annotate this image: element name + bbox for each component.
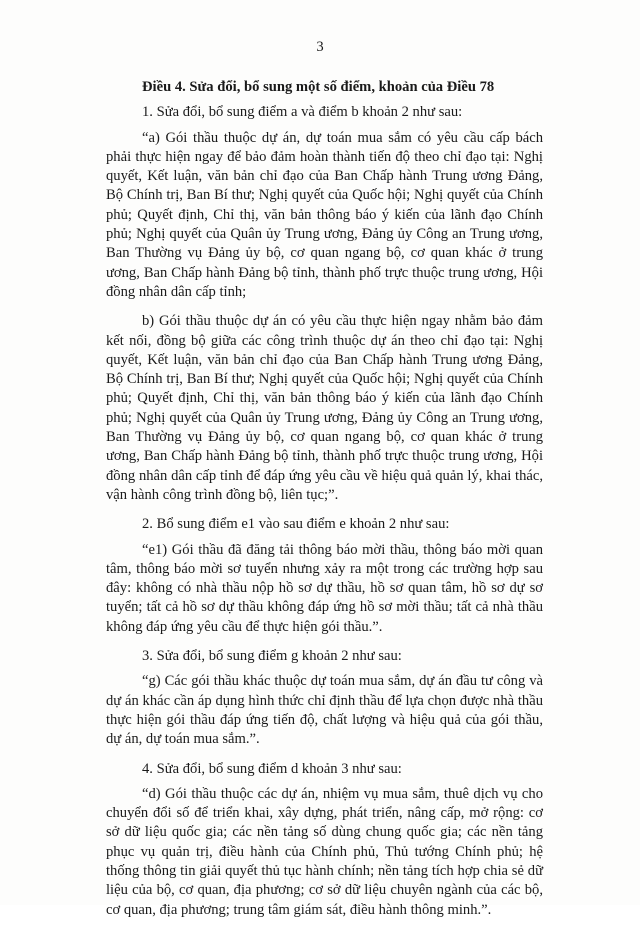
clause-4-point-d: “d) Gói thầu thuộc các dự án, nhiệm vụ mua sắm, thuê dịch vụ cho chuyển đổi số để triển khai, xây dựng, phát triển, nâng cấp, mở rộng: cơ sở dữ liệu quốc gia; các nền tảng số dùng chung quốc gia; các nền tảng phục vụ quản trị, điều hành của Chính phủ, Thủ tướng Chính phủ; hệ thống thông tin giải quyết thủ tục hành chính; nền tảng tích hợp chia sẻ dữ liệu của bộ, cơ quan, địa phương; cơ sở dữ liệu chuyên ngành của các bộ, cơ quan, địa phương; trung tâm giám sát, điều hành thông minh.”.: [106, 785, 543, 918]
clause-2-intro: 2. Bổ sung điểm e1 vào sau điểm e khoản 2 như sau:: [142, 516, 450, 533]
article-body: [106, 78, 543, 930]
clause-1-intro: 1. Sửa đổi, bổ sung điểm a và điểm b khoản 2 như sau:: [142, 104, 463, 121]
clause-1-point-b: b) Gói thầu thuộc dự án có yêu cầu thực hiện ngay nhằm bảo đảm kết nối, đồng bộ giữa các công trình thuộc dự án theo chỉ đạo tại: Nghị quyết, Kết luận, văn bản chỉ đạo của Ban Chấp hành Trung ương Đảng, Bộ Chính trị, Ban Bí thư; Nghị quyết của Quốc hội; Nghị quyết của Chính phủ; Quyết định, Chỉ thị, văn bản thông báo ý kiến của lãnh đạo Chính phủ; Nghị quyết của Quân ủy Trung ương, Đảng ủy Công an Trung ương, Ban Thường vụ Đảng ủy bộ, cơ quan ngang bộ, cơ quan khác ở trung ương, Ban Chấp hành Đảng bộ tỉnh, thành phố trực thuộc trung ương, Hội đồng nhân dân cấp tỉnh để đáp ứng yêu cầu về hiệu quả quản lý, khai thác, vận hành công trình đồng bộ, liên tục;”.: [106, 313, 543, 503]
clause-4-intro: 4. Sửa đổi, bổ sung điểm d khoản 3 như sau:: [142, 760, 402, 777]
article-heading: Điều 4. Sửa đổi, bổ sung một số điểm, khoản của Điều 78: [142, 79, 495, 95]
page-number: 3: [316, 39, 324, 55]
clause-3-point-g: “g) Các gói thầu khác thuộc dự toán mua sắm, dự án đầu tư công và dự án khác cần áp dụng hình thức chỉ định thầu để lựa chọn được nhà thầu thực hiện gói thầu đáp ứng tiến độ, chất lượng và hiệu quả của gói thầu, dự án, dự toán mua sắm.”.: [106, 673, 543, 748]
clause-2-point-e1: “e1) Gói thầu đã đăng tải thông báo mời thầu, thông báo mời quan tâm, thông báo mời sơ tuyển nhưng xảy ra một trong các trường hợp sau đây: không có nhà thầu nộp hồ sơ dự thầu, hồ sơ quan tâm, hồ sơ dự sơ tuyển; tất cả hồ sơ dự thầu không đáp ứng hồ sơ mời thầu; tất cả nhà thầu không đáp ứng yêu cầu để thực hiện gói thầu.”.: [106, 541, 543, 635]
clause-1-point-a: “a) Gói thầu thuộc dự án, dự toán mua sắm có yêu cầu cấp bách phải thực hiện ngay để bảo đảm hoàn thành tiến độ theo chỉ đạo tại: Nghị quyết, Kết luận, văn bản chỉ đạo của Ban Chấp hành Trung ương Đảng, Bộ Chính trị, Ban Bí thư; Nghị quyết của Quốc hội; Nghị quyết của Chính phủ; Quyết định, Chỉ thị, văn bản thông báo ý kiến của lãnh đạo Chính phủ; Nghị quyết của Quân ủy Trung ương, Đảng ủy Công an Trung ương, Ban Thường vụ Đảng ủy bộ, cơ quan ngang bộ, cơ quan khác ở trung ương, Ban Chấp hành Đảng bộ tỉnh, thành phố trực thuộc trung ương, Hội đồng nhân dân cấp tỉnh;: [106, 129, 543, 300]
clause-3-intro: 3. Sửa đổi, bổ sung điểm g khoản 2 như sau:: [142, 648, 402, 665]
